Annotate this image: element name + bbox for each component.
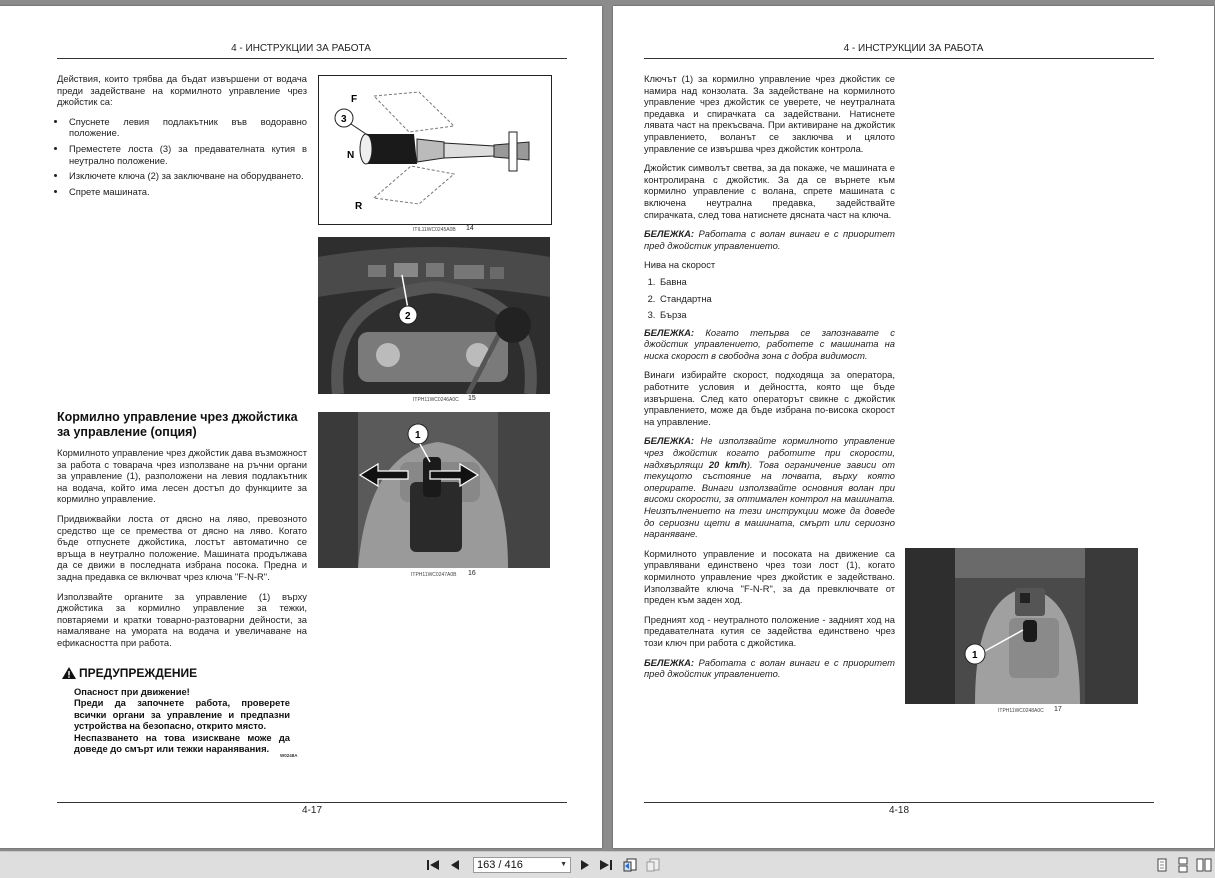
warning-body <box>74 686 290 754</box>
single-page-icon <box>1155 857 1169 873</box>
note: БЕЛЕЖКА: Работата с волан винаги е с приоритет пред джойстик управлението. <box>644 228 895 251</box>
section-body <box>57 447 307 657</box>
prev-page-icon <box>449 857 461 873</box>
header-rule <box>644 58 1154 59</box>
note: БЕЛЕЖКА: Когато тепърва се запознавате с джойстик управлението, работете с машината на ниска скорост в свободна зона с добра видимост. <box>644 326 895 361</box>
intro-text: Действия, които трябва да бъдат извършени от водача преди задействане на кормилното управление чрез джойстик са: <box>57 73 307 108</box>
figure-code: ITPH11WC0247A0B <box>411 572 457 578</box>
paragraph: Ключът (1) за кормилно управление чрез джойстик се намира над конзолата. За задействане на кормилното управление чрез джойстик се уверете, че неутралната предавка и спирачката са задействани. Натиснете лявата част на прекъсвача. При активиране на джойстик управлението, воланът се заключва и цялото управление се извършва чрез джойстик контрола. <box>644 73 895 154</box>
next-view-button[interactable] <box>645 857 661 873</box>
two-page-icon <box>1196 857 1212 873</box>
viewer-toolbar <box>0 851 1215 878</box>
warning-title: ПРЕДУПРЕЖДЕНИЕ <box>79 666 198 680</box>
label-N: N <box>347 150 355 161</box>
previous-view-icon <box>622 857 638 873</box>
continuous-view-button[interactable] <box>1176 857 1190 873</box>
figure-number: 15 <box>468 395 476 402</box>
intro-block <box>57 73 307 201</box>
page-header: 4 - ИНСТРУКЦИИ ЗА РАБОТА <box>231 43 371 54</box>
page-number: 4-18 <box>889 805 910 816</box>
two-page-view-button[interactable] <box>1196 857 1212 873</box>
list-item: • Изключете ключа (2) за заключване на оборудването. <box>67 170 307 182</box>
paragraph: Придвижвайки лоста от дясно на ляво, превозното средство ще се премества от дясно на ляво. Когато бъде отпуснете джойстика, лостът автоматично се връща в неутрално положение. Машината продължава да се движи в последната избрана посока. Предна и задна предавка се включват чрез ключа "F-N-R". <box>57 512 307 582</box>
first-page-button[interactable] <box>426 857 440 873</box>
label-F: F <box>351 94 358 105</box>
note: БЕЛЕЖКА: Работата с волан винаги е с приоритет пред джойстик управлението. <box>644 656 895 680</box>
prev-page-button[interactable] <box>449 857 461 873</box>
paragraph: Предният ход - неутралното положение - задният ход на предавателната кутия се задейства единствено чрез този ключ при работа с джойстика. <box>644 613 895 648</box>
warning-triangle-icon <box>62 667 76 679</box>
list-item: • Преместете лоста (3) за предавателната кутия в неутрално положение. <box>67 143 307 166</box>
warning-line: Преди да започнете работа, проверете всички органи за управление и предпазни устройства на безопасно, открито място. <box>74 697 290 732</box>
list-item: • Спрете машината. <box>67 186 307 198</box>
label-2: 2 <box>405 311 411 322</box>
list-item: 2. Стандартна <box>658 293 895 305</box>
paragraph: Винаги избирайте скорост, подходяща за оператора, работните условия и дейността, която ще бъде извършена. След като операторът свикне с джойстик управлението, може да бъде избрана по-висока скорост на управление. <box>644 369 895 427</box>
label-1: 1 <box>972 650 978 661</box>
warning-line: Неспазването на това изискване може да доведе до смърт или тежки наранявания. <box>74 731 290 755</box>
continuous-page-icon <box>1176 857 1190 873</box>
figure-16-joystick-photo <box>318 412 550 568</box>
page-number-input[interactable] <box>473 857 571 873</box>
paragraph: Кормилното управление и посоката на движение са управлявани единствено чрез този лост (1), когато кормилното управление чрез джойстик е задействано. Използвайте ключа "F-N-R", за да превключвате от преден към заден ход. <box>644 547 895 606</box>
paragraph: Джойстик символът светва, за да покаже, че машината е контролирана с джойстик. За да се върнете към кормилно управление с волана, спрете машината с включена неутрална предавка, задействайте спирачката, след това натиснете дясната част на ключа. <box>644 162 895 220</box>
list-item: • Спуснете левия подлакътник във водоравно положение. <box>67 116 307 139</box>
page-number: 4-17 <box>302 805 323 816</box>
speed-heading: Нива на скорост <box>644 259 716 271</box>
single-page-view-button[interactable] <box>1155 857 1169 873</box>
figure-number: 14 <box>466 225 474 232</box>
paragraph: Използвайте органите за управление (1) върху джойстика за кормилно управление за тежки, повтаряеми и кратки товарно-разтоварни дейности, за намаляване на умората на водача и увеличаване на ефикасността при работа. <box>57 590 307 648</box>
next-view-icon <box>645 857 661 873</box>
figure-number: 17 <box>1054 706 1062 713</box>
next-page-button[interactable] <box>579 857 591 873</box>
figure-14-lever-diagram <box>318 75 552 225</box>
next-page-icon <box>579 857 591 873</box>
figure-code: ITIL11WC0245A0B <box>413 227 456 233</box>
warning-heading <box>62 666 197 680</box>
figure-15-dashboard-photo <box>318 237 550 394</box>
last-page-button[interactable] <box>599 857 613 873</box>
prereq-list <box>57 116 307 198</box>
page-header: 4 - ИНСТРУКЦИИ ЗА РАБОТА <box>843 43 984 54</box>
previous-view-button[interactable] <box>622 857 638 873</box>
last-page-icon <box>599 857 613 873</box>
warning-line: Опасност при движение! <box>74 686 190 697</box>
speed-list <box>644 276 895 321</box>
header-rule <box>57 58 567 59</box>
footer-rule <box>57 802 567 803</box>
label-R: R <box>355 201 363 212</box>
label-3: 3 <box>341 114 347 125</box>
list-item: 3. Бърза <box>658 309 895 321</box>
list-item: 1. Бавна <box>658 276 895 288</box>
figure-code: ITPH11WC0248A0C <box>998 708 1044 714</box>
first-page-icon <box>426 857 440 873</box>
right-page <box>613 6 1214 848</box>
left-page <box>0 6 602 848</box>
page-indicator: 163 / 416 <box>477 859 523 871</box>
label-1: 1 <box>415 430 421 441</box>
note: БЕЛЕЖКА: Не използвайте кормилното управление чрез джойстик когато работите при скорости, надхвърлящи 20 km/h). Това ограничение зависи от текущото състояние на почвата, върху която оперирате. Винаги използвайте основния волан при високи скорости, за оптимален контрол на машината. Неизпълнението на тези инструкции може да доведе до сериозни щети в машината, смърт или сериозно нараняване. <box>644 435 896 540</box>
section-title: Кормилно управление чрез джойстика за управление (опция) <box>57 410 298 439</box>
note-label: БЕЛЕЖКА: <box>644 228 695 240</box>
warning-code: W0248A <box>280 753 298 758</box>
figure-17-joystick-switch-photo <box>905 548 1138 704</box>
figure-code: ITPH11WC0246A0C <box>413 397 459 403</box>
chevron-down-icon[interactable]: ▼ <box>560 861 567 868</box>
figure-number: 16 <box>468 570 476 577</box>
footer-rule <box>644 802 1154 803</box>
right-body <box>644 73 895 688</box>
paragraph: Кормилното управление чрез джойстик дава възможност за работа с товарача чрез използване на ръчни органи за управление (1), разположени на левия подлакътник на водача, който има лесен достъп до функциите за кормилно управление. <box>57 447 307 505</box>
speed-limit: 20 km/h <box>708 458 747 470</box>
